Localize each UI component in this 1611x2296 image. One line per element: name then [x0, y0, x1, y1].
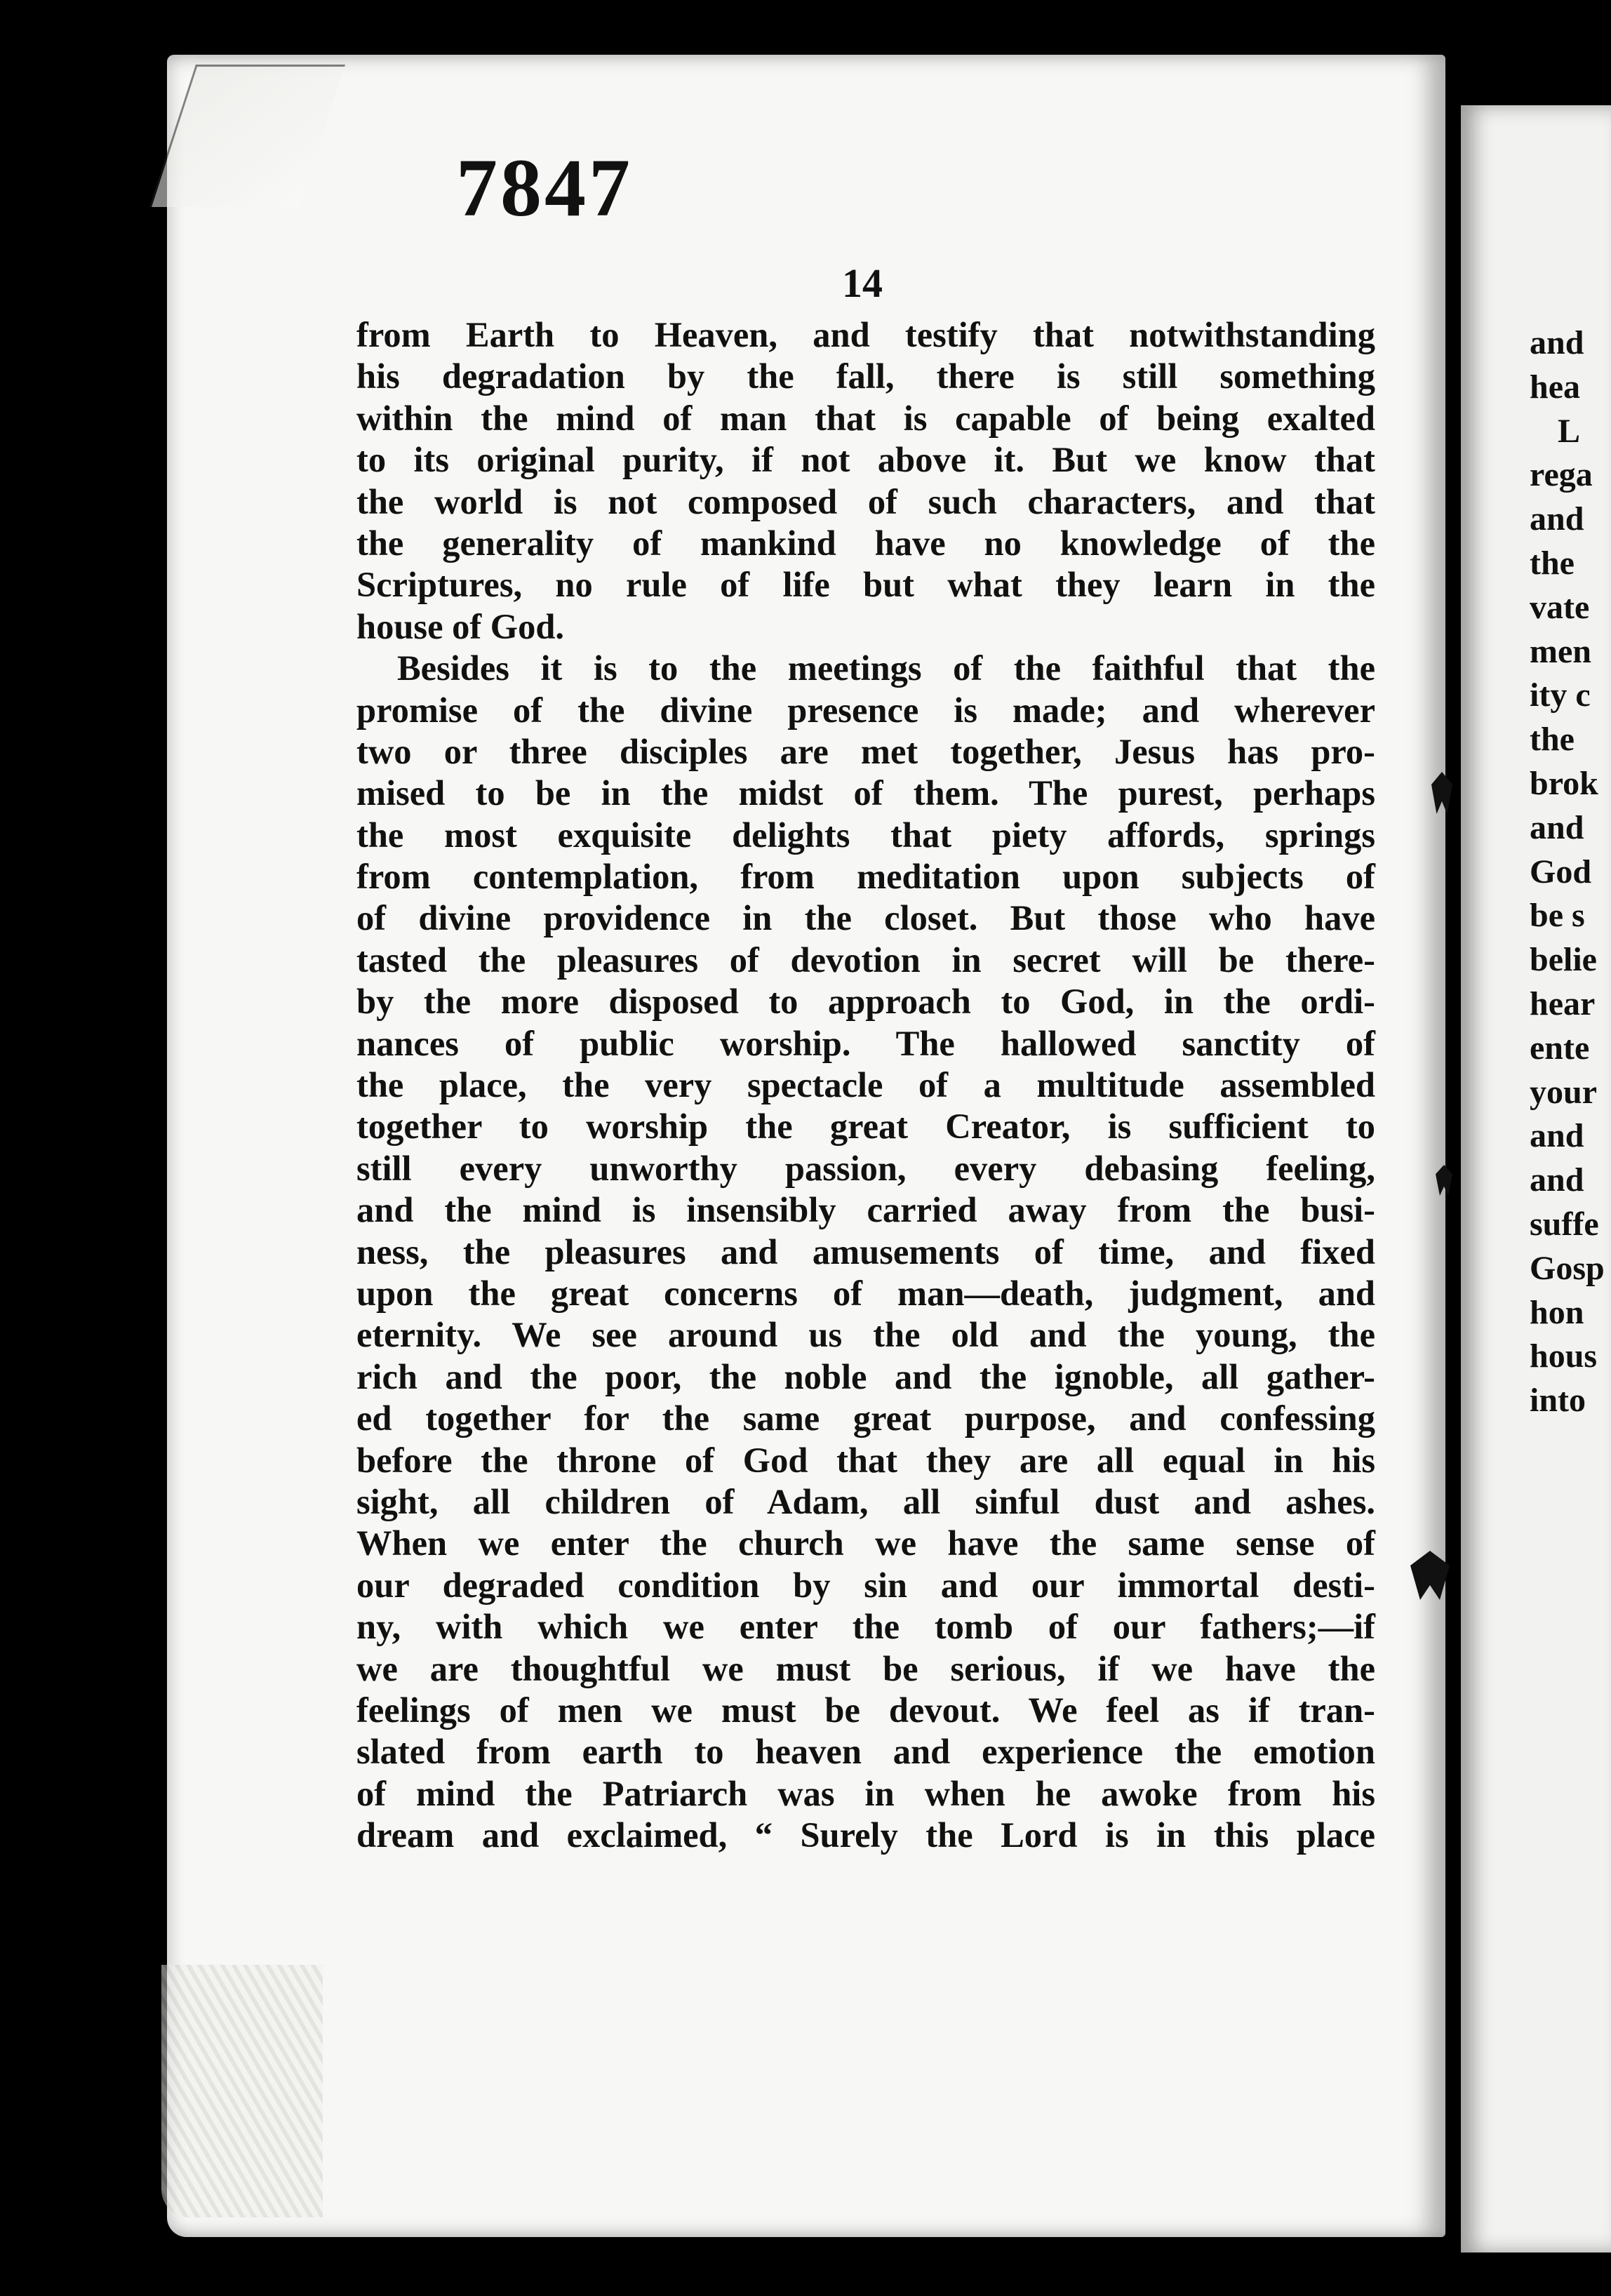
facing-text-line: brok [1530, 764, 1598, 802]
text-line: eternity. We see around us the old and the young, the [356, 1315, 1375, 1355]
text-line: of divine providence in the closet. But those who have [356, 898, 1375, 938]
facing-text-line: the [1530, 544, 1575, 582]
text-line: within the mind of man that is capable of being exalted [356, 398, 1375, 438]
facing-text-line: into [1530, 1382, 1586, 1420]
text-line: two or three disciples are met together, Jesus has pro- [356, 731, 1375, 771]
facing-text-line: hear [1530, 985, 1596, 1022]
facing-text-line: ity c [1530, 676, 1591, 714]
facing-text-line: Gosp [1530, 1249, 1605, 1287]
text-line: of mind the Patriarch was in when he awoke from his [356, 1773, 1375, 1813]
text-line: together to worship the great Creator, is sufficient to [356, 1107, 1375, 1147]
text-line: rich and the poor, the noble and the ignoble, all gather- [356, 1356, 1375, 1396]
text-line: and the mind is insensibly carried away from the busi- [356, 1190, 1375, 1230]
text-line: ness, the pleasures and amusements of time, and fixed [356, 1232, 1375, 1272]
text-line: his degradation by the fall, there is still something [356, 356, 1375, 396]
text-line: promise of the divine presence is made; and wherever [356, 690, 1375, 730]
text-line: Besides it is to the meetings of the faithful that the [397, 648, 1375, 688]
facing-text-line: and [1530, 500, 1584, 538]
facing-text-line: hon [1530, 1293, 1584, 1331]
text-line: still every unworthy passion, every debasing feeling, [356, 1148, 1375, 1188]
facing-text-line: the [1530, 721, 1575, 759]
facing-text-line: vate [1530, 588, 1590, 626]
text-line: nances of public worship. The hallowed sanctity of [356, 1023, 1375, 1063]
facing-text-line: and [1530, 808, 1584, 846]
text-line: we are thoughtful we must be serious, if we have the [356, 1648, 1375, 1688]
text-line: feelings of men we must be devout. We feel as if tran- [356, 1690, 1375, 1730]
text-line: When we enter the church we have the same sense of [356, 1523, 1375, 1563]
text-line: dream and exclaimed, “ Surely the Lord is in this place [356, 1815, 1375, 1855]
text-line: from Earth to Heaven, and testify that notwithstanding [356, 315, 1375, 354]
facing-text-line: and [1530, 1117, 1584, 1155]
text-line: tasted the pleasures of devotion in secret will be there- [356, 940, 1375, 980]
text-line: the generality of mankind have no knowledge of the [356, 523, 1375, 563]
text-line: before the throne of God that they are all equal in his [356, 1440, 1375, 1480]
text-line: from contemplation, from meditation upon subjects of [356, 857, 1375, 897]
facing-text-line: be s [1530, 897, 1585, 935]
text-line: the most exquisite delights that piety affords, springs [356, 815, 1375, 855]
facing-text-line: and [1530, 1161, 1584, 1199]
facing-text-line: God [1530, 853, 1592, 890]
catalog-number: 7847 [456, 142, 633, 234]
text-line: our degraded condition by sin and our immortal desti- [356, 1565, 1375, 1605]
text-line: ed together for the same great purpose, and confessing [356, 1399, 1375, 1439]
page-gutter [1445, 112, 1461, 2175]
facing-text-line: your [1530, 1073, 1597, 1111]
text-line: the world is not composed of such characters, and that [356, 481, 1375, 521]
text-line: ny, with which we enter the tomb of our fathers;—if [356, 1607, 1375, 1647]
text-line: the place, the very spectacle of a multitude assembled [356, 1065, 1375, 1105]
text-line: sight, all children of Adam, all sinful dust and ashes. [356, 1481, 1375, 1521]
facing-text-line: belie [1530, 941, 1597, 979]
body-text [356, 314, 1375, 1856]
facing-text-line: suffe [1530, 1205, 1599, 1243]
facing-text-line: L [1558, 412, 1581, 450]
text-line: mised to be in the midst of them. The purest, perhaps [356, 773, 1375, 813]
facing-text-line: hea [1530, 368, 1580, 406]
text-line: Scriptures, no rule of life but what they learn in the [356, 565, 1375, 605]
text-line: house of God. [356, 606, 565, 646]
facing-text-line: hous [1530, 1337, 1598, 1375]
facing-text-line: and [1530, 324, 1584, 361]
page-number: 14 [842, 260, 883, 306]
facing-page-text [1530, 321, 1611, 1423]
text-line: slated from earth to heaven and experience the emotion [356, 1732, 1375, 1772]
facing-text-line: rega [1530, 456, 1593, 494]
text-line: by the more disposed to approach to God, in the ordi- [356, 982, 1375, 1022]
facing-text-line: men [1530, 632, 1591, 670]
text-line: upon the great concerns of man—death, judgment, and [356, 1273, 1375, 1313]
facing-text-line: ente [1530, 1029, 1590, 1067]
worn-page-edge [161, 1965, 323, 2217]
text-line: to its original purity, if not above it. But we know that [356, 440, 1375, 480]
